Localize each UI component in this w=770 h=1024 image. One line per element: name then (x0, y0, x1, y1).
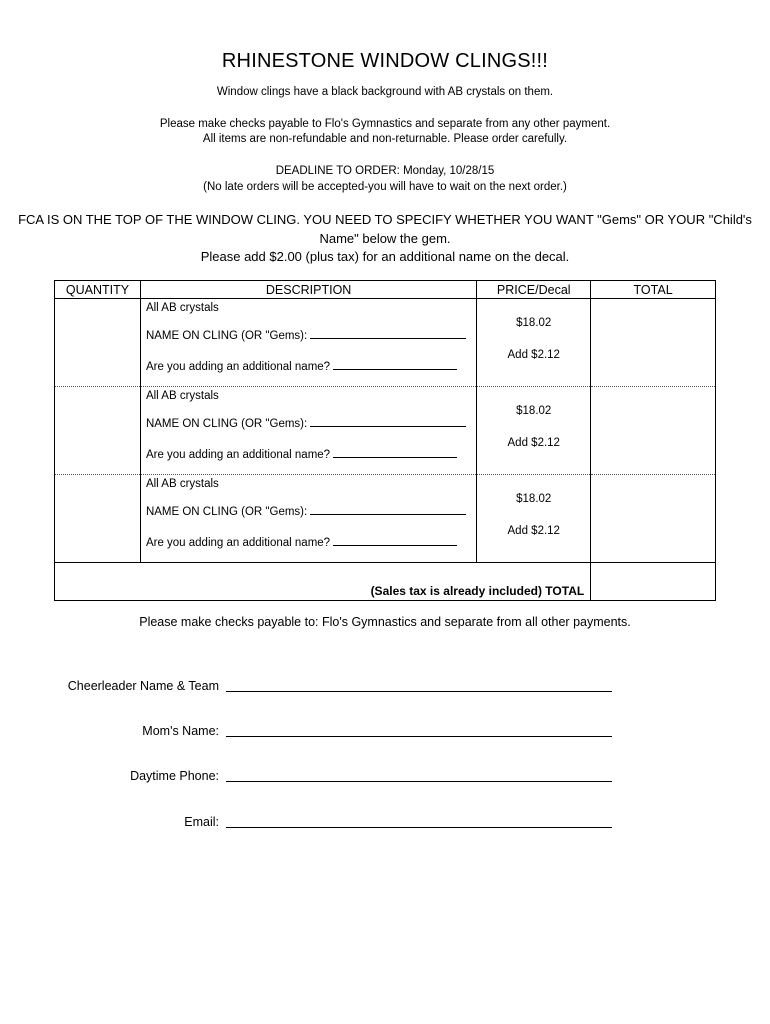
additional-name-field[interactable] (333, 533, 457, 546)
name-on-cling-field[interactable] (310, 326, 466, 339)
email-input[interactable] (226, 827, 612, 828)
fca-line-2: Name" below the gem. (319, 231, 451, 246)
quantity-cell[interactable] (55, 299, 141, 387)
header-price: PRICE/Decal (477, 281, 591, 299)
crystals-label: All AB crystals (145, 302, 219, 314)
cheerleader-input[interactable] (226, 691, 612, 692)
intro-line-2: Please make checks payable to Flo's Gymnastics and separate from any other payment. (159, 118, 611, 130)
deadline-text: DEADLINE TO ORDER: Monday, 10/28/15 (275, 165, 495, 177)
fca-line-3: Please add $2.00 (plus tax) for an additional name on the decal. (200, 249, 570, 264)
header-description: DESCRIPTION (140, 281, 476, 299)
name-on-cling-label: NAME ON CLING (OR "Gems): (145, 418, 308, 430)
additional-name-field[interactable] (333, 357, 457, 370)
name-on-cling-field[interactable] (310, 414, 466, 427)
add-price-value: Add $2.12 (507, 525, 560, 537)
email-field (0, 815, 770, 835)
intro-line-1: Window clings have a black background with AB crystals on them. (216, 86, 554, 98)
phone-field (0, 769, 770, 789)
additional-name-label: Are you adding an additional name? (145, 449, 331, 461)
mom-name-label: Mom's Name: (142, 724, 219, 738)
daytime-phone-label: Daytime Phone: (130, 769, 219, 783)
additional-name-label: Are you adding an additional name? (145, 361, 331, 373)
add-price-value: Add $2.12 (507, 437, 560, 449)
price-value: $18.02 (516, 317, 552, 329)
name-on-cling-label: NAME ON CLING (OR "Gems): (145, 330, 308, 342)
daytime-phone-input[interactable] (226, 781, 612, 782)
total-cell[interactable] (591, 475, 716, 563)
intro-line-3: All items are non-refundable and non-returnable. Please order carefully. (202, 133, 568, 145)
header-total: TOTAL (591, 281, 716, 299)
email-label: Email: (184, 815, 219, 829)
crystals-label: All AB crystals (145, 390, 219, 402)
cheerleader-field (0, 679, 770, 699)
crystals-label: All AB crystals (145, 478, 219, 490)
table-row (55, 299, 716, 387)
total-label: (Sales tax is already included) TOTAL (55, 563, 591, 601)
name-on-cling-field[interactable] (310, 502, 466, 515)
header-quantity: QUANTITY (55, 281, 141, 299)
page-title: RHINESTONE WINDOW CLINGS!!! (221, 50, 549, 72)
cheerleader-label: Cheerleader Name & Team (67, 679, 219, 693)
table-row (55, 475, 716, 563)
price-value: $18.02 (516, 405, 552, 417)
total-cell[interactable] (591, 387, 716, 475)
quantity-cell[interactable] (55, 387, 141, 475)
additional-name-label: Are you adding an additional name? (145, 537, 331, 549)
payable-note: Please make checks payable to: Flo's Gymnastics and separate from all other payments. (139, 615, 631, 629)
quantity-cell[interactable] (55, 475, 141, 563)
total-cell[interactable] (591, 299, 716, 387)
additional-name-field[interactable] (333, 445, 457, 458)
add-price-value: Add $2.12 (507, 349, 560, 361)
grand-total-cell[interactable] (591, 563, 716, 601)
order-table (54, 280, 716, 601)
total-row (55, 563, 716, 601)
mom-name-input[interactable] (226, 736, 612, 737)
price-value: $18.02 (516, 493, 552, 505)
deadline-note: (No late orders will be accepted-you will have to wait on the next order.) (203, 181, 567, 193)
mom-field (0, 724, 770, 744)
fca-line-1: FCA IS ON THE TOP OF THE WINDOW CLING. YOU NEED TO SPECIFY WHETHER YOU WANT "Gems" OR YOUR "Child's (18, 212, 752, 227)
name-on-cling-label: NAME ON CLING (OR "Gems): (145, 506, 308, 518)
table-row (55, 387, 716, 475)
